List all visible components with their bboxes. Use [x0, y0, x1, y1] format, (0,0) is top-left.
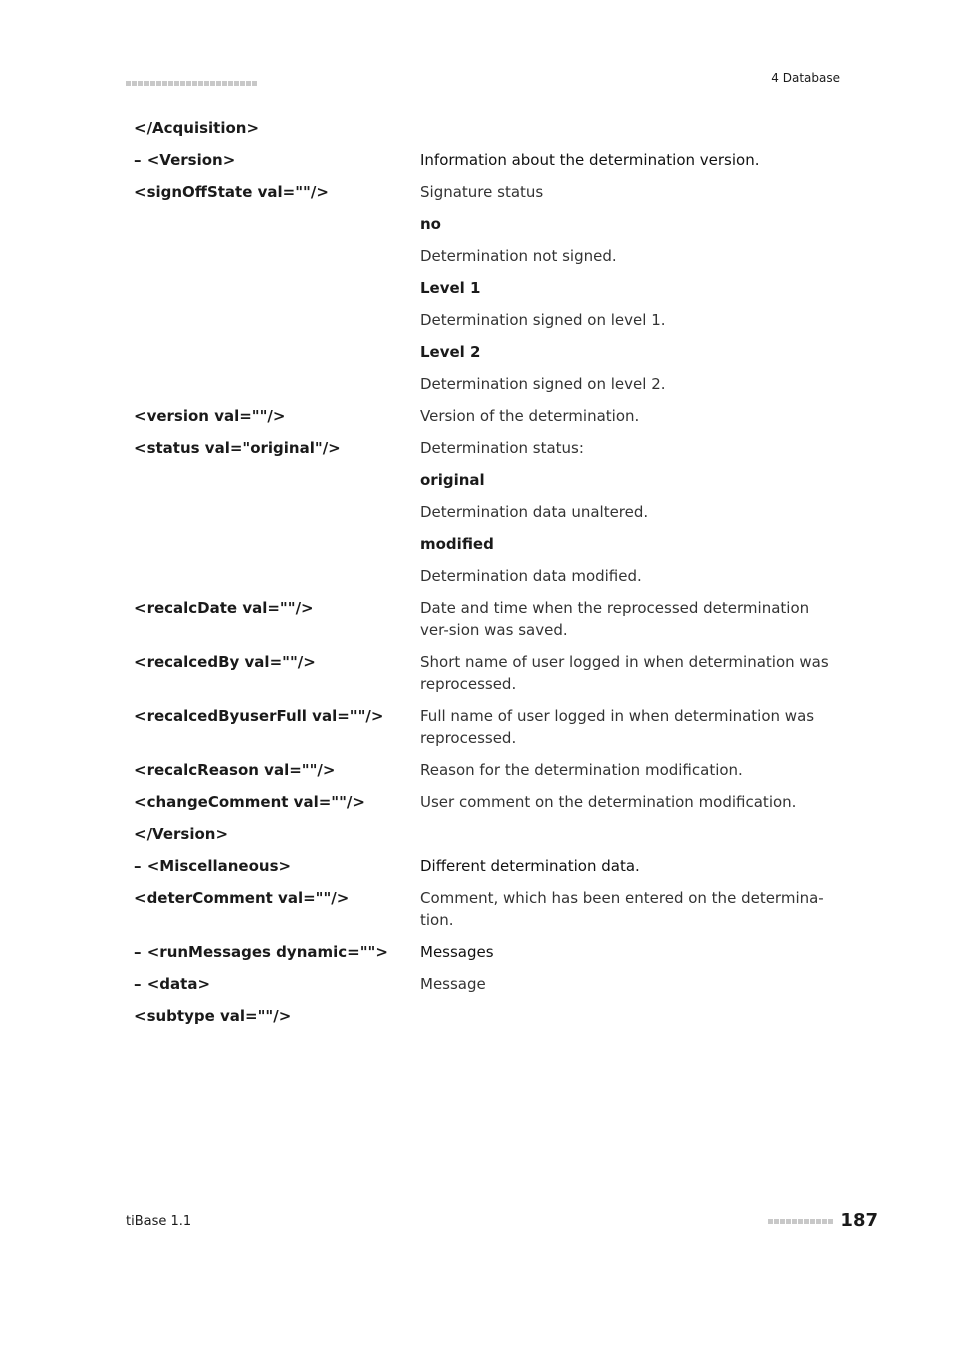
element-description [420, 597, 834, 641]
option-value: modified [420, 535, 494, 553]
definition-row [134, 1005, 834, 1027]
page-footer [768, 1210, 878, 1231]
description-text: Reason for the determination modification. [420, 761, 743, 779]
description-text: Messages [420, 943, 494, 961]
description-text: User comment on the determination modification. [420, 793, 797, 811]
element-description [420, 149, 834, 171]
element-tag: – <runMessages dynamic=""> [134, 943, 388, 961]
option-value: Level 2 [420, 343, 481, 361]
option-value: Level 1 [420, 279, 481, 297]
definition-row [134, 823, 834, 845]
element-description [420, 1005, 834, 1027]
element-tag: </Version> [134, 825, 229, 843]
description-text: Message [420, 975, 486, 993]
option-value: original [420, 471, 485, 489]
definition-row [134, 705, 834, 749]
definition-row [134, 405, 834, 427]
element-description [420, 437, 834, 587]
description-text: Full name of user logged in when determination was reprocessed. [420, 707, 815, 747]
definition-row [134, 117, 834, 139]
description-text: Short name of user logged in when determination was reprocessed. [420, 653, 829, 693]
element-description [420, 791, 834, 813]
element-description [420, 117, 834, 139]
definition-row [134, 759, 834, 781]
header-decoration [126, 73, 258, 92]
element-tag: – <data> [134, 975, 211, 993]
element-description [420, 887, 834, 931]
element-tag: <signOffState val=""/> [134, 183, 329, 201]
element-tag: <recalcReason val=""/> [134, 761, 336, 779]
element-description [420, 181, 834, 395]
element-tag: <recalcDate val=""/> [134, 599, 314, 617]
description-text: Different determination data. [420, 857, 640, 875]
description-text: Determination data unaltered. [420, 503, 649, 521]
definition-row [134, 149, 834, 171]
element-description [420, 705, 834, 749]
definition-list [134, 117, 834, 1037]
element-tag: – <Version> [134, 151, 236, 169]
product-name: tiBase 1.1 [126, 1214, 192, 1229]
element-tag: <deterComment val=""/> [134, 889, 350, 907]
description-text: Determination data modified. [420, 567, 642, 585]
definition-row [134, 791, 834, 813]
element-description [420, 823, 834, 845]
element-tag: <version val=""/> [134, 407, 286, 425]
element-description [420, 651, 834, 695]
definition-row [134, 181, 834, 395]
description-text: Determination signed on level 2. [420, 375, 666, 393]
description-text: Determination signed on level 1. [420, 311, 666, 329]
element-tag: – <Miscellaneous> [134, 857, 292, 875]
definition-row [134, 855, 834, 877]
description-text: Signature status [420, 183, 544, 201]
option-value: no [420, 215, 441, 233]
element-description [420, 941, 834, 963]
element-tag: </Acquisition> [134, 119, 260, 137]
element-tag: <status val="original"/> [134, 439, 341, 457]
element-description [420, 405, 834, 427]
chapter-heading: 4 Database [771, 71, 840, 85]
definition-row [134, 597, 834, 641]
description-text: Determination status: [420, 439, 584, 457]
element-tag: <subtype val=""/> [134, 1007, 292, 1025]
element-description [420, 855, 834, 877]
definition-row [134, 973, 834, 995]
element-tag: <changeComment val=""/> [134, 793, 365, 811]
description-text: Comment, which has been entered on the determina-tion. [420, 889, 824, 929]
element-tag: <recalcedBy val=""/> [134, 653, 316, 671]
description-text: Determination not signed. [420, 247, 617, 265]
definition-row [134, 887, 834, 931]
definition-row [134, 941, 834, 963]
definition-row [134, 651, 834, 695]
element-description [420, 973, 834, 995]
description-text: Version of the determination. [420, 407, 640, 425]
description-text: Date and time when the reprocessed determination ver-sion was saved. [420, 599, 810, 639]
page-number: 187 [840, 1210, 878, 1231]
element-description [420, 759, 834, 781]
definition-row [134, 437, 834, 587]
footer-decoration [768, 1211, 834, 1230]
description-text: Information about the determination version. [420, 151, 760, 169]
element-tag: <recalcedByuserFull val=""/> [134, 707, 384, 725]
